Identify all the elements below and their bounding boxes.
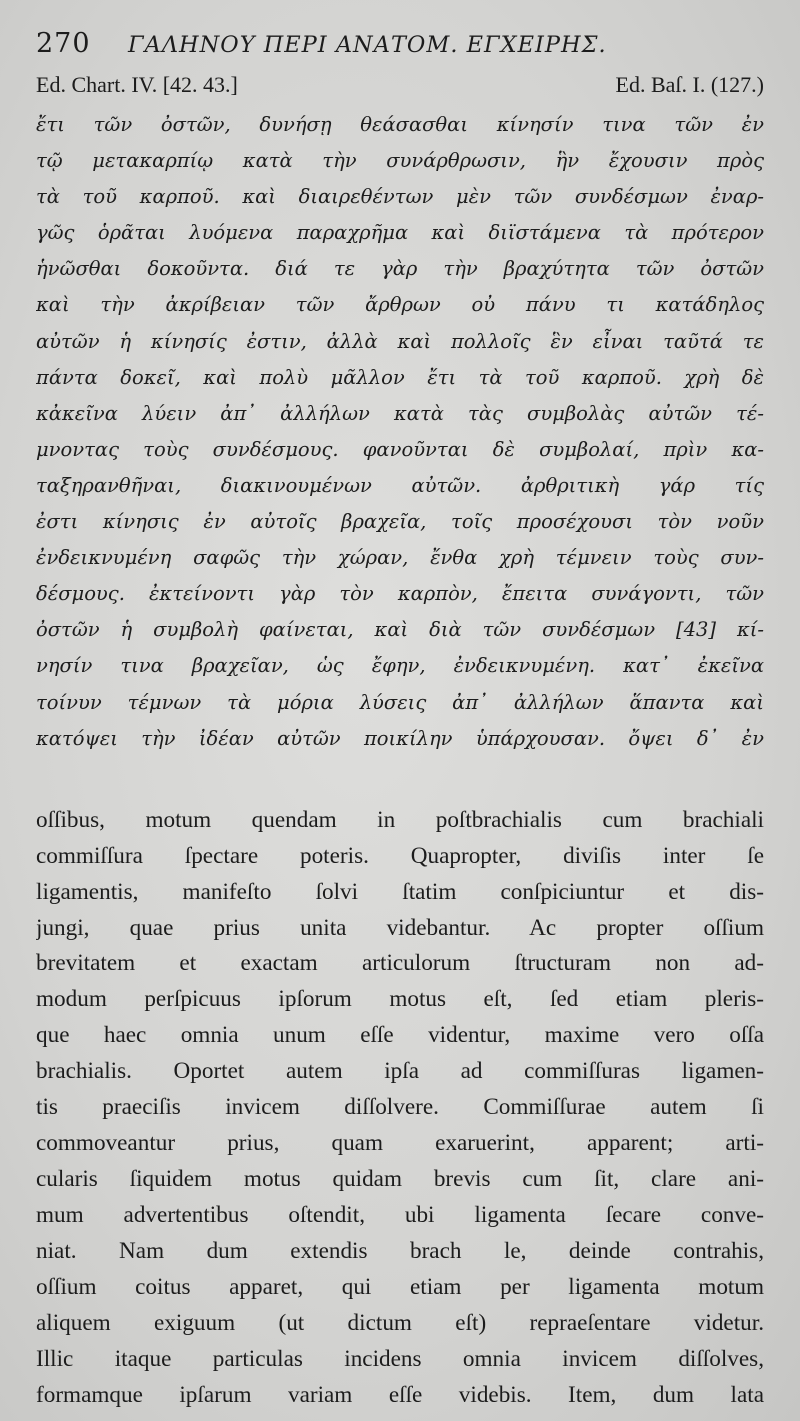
- edition-basel-reference: Ed. Baſ. I. (127.): [615, 72, 764, 97]
- latin-text-line: modum perſpicuus ipſorum motus eſt, ſed etiam pleris-: [36, 986, 764, 1013]
- latin-text-line: aliquem exiguum (ut dictum eſt) repraeſentare videtur.: [36, 1309, 764, 1336]
- greek-text-line: πάντα δοκεῖ, καὶ πολὺ μᾶλλον ἔτι τὰ τοῦ καρποῦ. χρὴ δὲ: [36, 365, 764, 389]
- greek-text-line: κἀκεῖνα λύειν ἀπ᾿ ἀλλήλων κατὰ τὰς συμβολὰς αὐτῶν τέ-: [36, 401, 764, 425]
- page-number: 270: [36, 28, 91, 59]
- latin-text-line: commoveantur prius, quam exaruerint, apparent; arti-: [36, 1130, 764, 1157]
- latin-text-line: jungi, quae prius unita videbantur. Ac propter oſſium: [36, 914, 764, 941]
- greek-text-line: ἡνῶσθαι δοκοῦντα. διά τε γὰρ τὴν βραχύτητα τῶν ὀστῶν: [36, 257, 764, 281]
- greek-text-line: τῷ μετακαρπίῳ κατὰ τὴν συνάρθρωσιν, ἣν ἔχουσιν πρὸς: [36, 149, 764, 173]
- latin-text-line: formamque ipſarum variam eſſe videbis. Item, dum lata: [36, 1381, 764, 1408]
- greek-text-line: δέσμους. ἐκτείνοντι γὰρ τὸν καρπὸν, ἔπειτα συνάγοντι, τῶν: [36, 582, 764, 606]
- latin-text-line: commiſſura ſpectare poteris. Quapropter, diviſis inter ſe: [36, 842, 764, 869]
- edition-reference-line: [36, 72, 764, 106]
- greek-text-line: κατόψει τὴν ἰδέαν αὐτῶν ποικίλην ὑπάρχουσαν. ὄψει δ᾿ ἐν: [36, 726, 764, 750]
- running-title: ΓΑΛΗΝΟΥ ΠΕΡΙ ΑΝΑΤΟΜ. ΕΓΧΕΙΡΗΣ.: [128, 33, 607, 58]
- latin-text-line: oſſibus, motum quendam in poſtbrachialis cum brachiali: [36, 806, 764, 833]
- latin-text-line: oſſium coitus apparet, qui etiam per ligamenta motum: [36, 1273, 764, 1300]
- greek-text-block: [36, 107, 764, 757]
- latin-text-line: que haec omnia unum eſſe videntur, maxime vero oſſa: [36, 1022, 764, 1049]
- latin-text-line: ligamentis, manifeſto ſolvi ſtatim conſpiciuntur et dis-: [36, 878, 764, 905]
- latin-text-line: niat. Nam dum extendis brach le, deinde contrahis,: [36, 1237, 764, 1264]
- greek-text-line: μνοντας τοὺς συνδέσμους. φανοῦνται δὲ συμβολαί, πρὶν κα-: [36, 437, 764, 461]
- greek-text-line: ἔτι τῶν ὀστῶν, δυνήσῃ θεάσασθαι κίνησίν τινα τῶν ἐν: [36, 113, 764, 136]
- latin-text-block: [36, 803, 764, 1414]
- greek-text-line: νησίν τινα βραχεῖαν, ὡς ἔφην, ἐνδεικνυμένη. κατ᾿ ἐκεῖνα: [36, 654, 764, 678]
- section-gap: [36, 757, 764, 803]
- greek-text-line: ὀστῶν ἡ συμβολὴ φαίνεται, καὶ διὰ τῶν συνδέσμων [43] κί-: [36, 618, 764, 642]
- greek-text-line: τοίνυν τέμνων τὰ μόρια λύσεις ἀπ᾿ ἀλλήλων ἅπαντα καὶ: [36, 690, 764, 714]
- greek-text-line: γῶς ὁρᾶται λυόμενα παραχρῆμα καὶ διϊστάμενα τὰ πρότερον: [36, 221, 764, 245]
- running-head: [36, 28, 764, 72]
- latin-text-line: tis praeciſis invicem diſſolvere. Commiſſurae autem ſi: [36, 1094, 764, 1121]
- latin-text-line: brachialis. Oportet autem ipſa ad commiſſuras ligamen-: [36, 1058, 764, 1085]
- latin-text-line: mum advertentibus oſtendit, ubi ligamenta ſecare conve-: [36, 1202, 764, 1228]
- greek-text-line: ταξηρανθῆναι, διακινουμένων αὐτῶν. ἀρθριτικὴ γάρ τίς: [36, 473, 764, 497]
- greek-text-line: ἐστι κίνησις ἐν αὐτοῖς βραχεῖα, τοῖς προσέχουσι τὸν νοῦν: [36, 510, 764, 534]
- greek-text-line: αὐτῶν ἡ κίνησίς ἐστιν, ἀλλὰ καὶ πολλοῖς ἓν εἶναι ταῦτά τε: [36, 329, 764, 353]
- latin-text-line: brevitatem et exactam articulorum ſtructuram non ad-: [36, 950, 764, 977]
- latin-text-line: Illic itaque particulas incidens omnia invicem diſſolves,: [36, 1345, 764, 1372]
- latin-text-line: cularis ſiquidem motus quidam brevis cum ſit, clare ani-: [36, 1166, 764, 1193]
- greek-text-line: ἐνδεικνυμένη σαφῶς τὴν χώραν, ἔνθα χρὴ τέμνειν τοὺς συν-: [36, 546, 764, 570]
- greek-text-line: τὰ τοῦ καρποῦ. καὶ διαιρεθέντων μὲν τῶν συνδέσμων ἐναρ-: [36, 185, 764, 209]
- greek-text-line: καὶ τὴν ἀκρίβειαν τῶν ἄρθρων οὐ πάνυ τι κατάδηλος: [36, 293, 764, 317]
- edition-chart-reference: Ed. Chart. IV. [42. 43.]: [36, 72, 238, 97]
